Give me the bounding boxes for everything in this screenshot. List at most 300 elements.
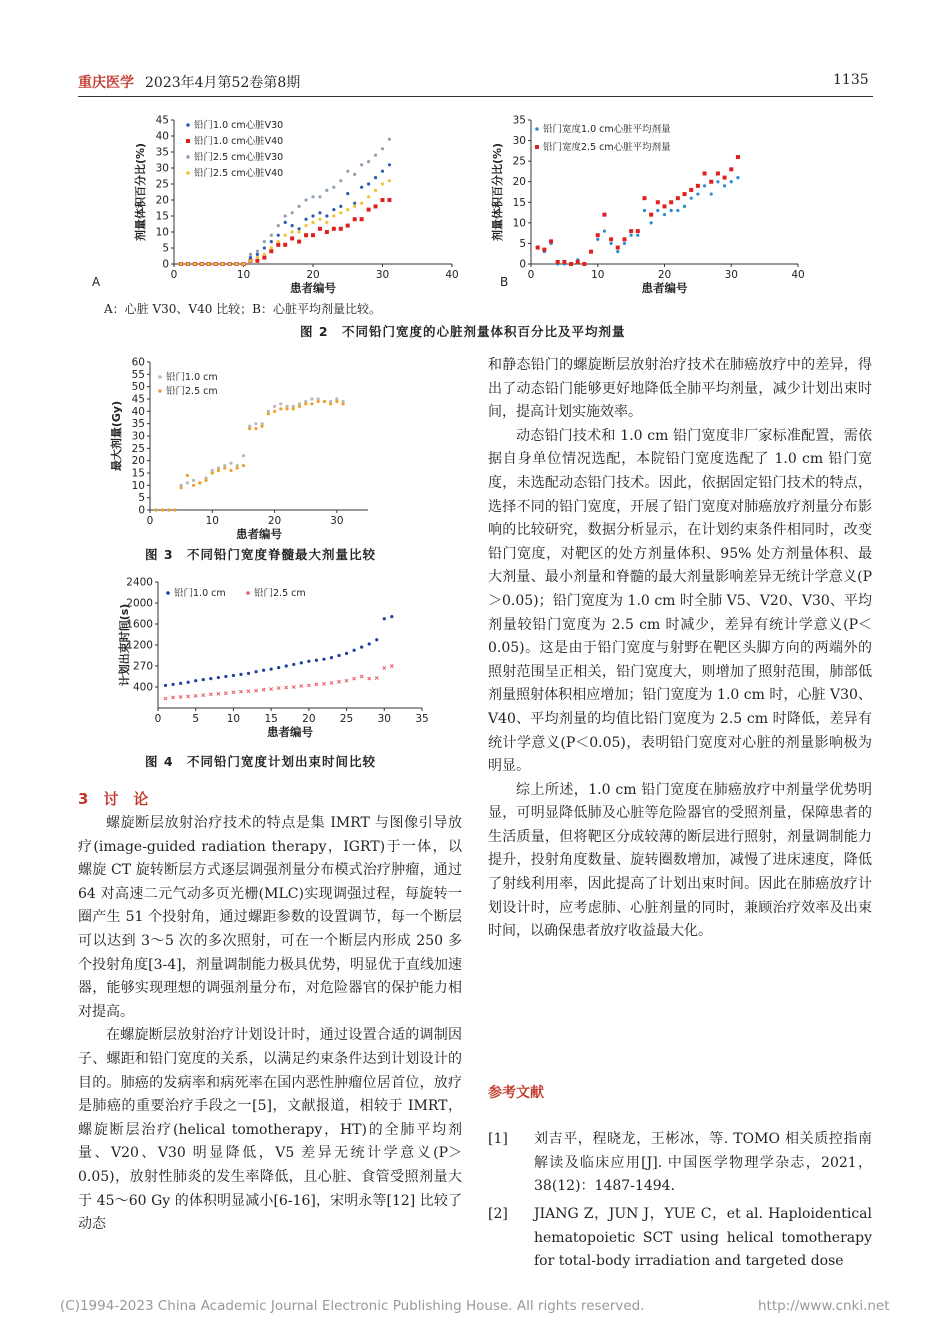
data-point	[171, 696, 174, 699]
data-point	[339, 211, 342, 214]
data-point	[277, 234, 280, 237]
data-point	[642, 196, 646, 200]
data-point	[217, 692, 220, 695]
data-point	[325, 214, 328, 217]
data-point	[390, 664, 393, 667]
data-point	[318, 195, 321, 198]
reference-item	[488, 1203, 872, 1274]
data-point	[242, 262, 245, 265]
data-point	[360, 217, 364, 221]
data-point	[383, 617, 386, 620]
data-point	[388, 138, 391, 141]
data-point	[261, 425, 264, 428]
y-tick-label: 35	[512, 114, 526, 127]
legend-label: 铅门2.5 cm心脏V30	[194, 152, 284, 163]
data-point	[279, 402, 282, 405]
y-axis-label: 最大剂量(Gy)	[110, 400, 123, 472]
data-point	[247, 690, 250, 693]
data-point	[318, 218, 321, 221]
data-point	[292, 407, 295, 410]
data-point	[353, 202, 356, 205]
x-tick-label: 5	[192, 713, 200, 725]
x-tick-label: 0	[154, 713, 162, 725]
figure-3-chart	[110, 352, 450, 542]
data-point	[381, 170, 384, 173]
data-point	[291, 224, 294, 227]
data-point	[549, 239, 553, 243]
x-tick-label: 30	[724, 269, 738, 281]
section-3-para-1: 螺旋断层放射治疗技术的特点是集 IMRT 与图像引导放疗(image-guided radiation therapy，IGRT)于一体，以螺旋 CT 旋转断层方式逐层调强剂量分布模式治疗肿瘤，通过 64 对高速二元气动多页光栅(MLC)实现调强过程，每旋转一圈产生 51 个投射角，通过螺距参数的设置调节，每一个断层可以达到 3～5 次的多次照射，可在一个断层内形成 250 多个投射角度[3-4]，剂量调制能力极具优势，明显优于直线加速器，能够实现理想的调强剂量分布，对危险器官的保护能力相对提高。	[78, 815, 462, 1020]
data-point	[209, 693, 212, 696]
y-axis-label: 剂量体积百分比(%)	[134, 142, 147, 242]
data-point	[716, 171, 720, 175]
data-point	[247, 672, 250, 675]
data-point	[723, 176, 727, 180]
data-point	[194, 679, 197, 682]
data-point	[676, 209, 679, 212]
data-point	[683, 205, 686, 208]
legend-marker	[246, 591, 250, 595]
data-point	[236, 466, 239, 469]
data-point	[187, 695, 190, 698]
data-point	[669, 200, 673, 204]
data-point	[368, 677, 371, 680]
y-tick-label: 35	[155, 146, 169, 159]
x-tick-label: 0	[146, 515, 154, 527]
reference-text: JIANG Z，JUN J，YUE C，et al. Haploidentical hematopoietic SCT using helical tomotherapy for total-body irradiation and targeted dose	[534, 1206, 872, 1270]
data-point	[221, 262, 224, 265]
data-point	[360, 646, 363, 649]
y-tick-label: 10	[512, 217, 526, 230]
y-tick-label: 15	[131, 467, 145, 480]
data-point	[656, 209, 659, 212]
data-point	[277, 224, 280, 227]
x-tick-label: 25	[339, 713, 354, 725]
data-point	[656, 200, 660, 204]
x-tick-label: 30	[330, 515, 344, 527]
data-point	[381, 147, 384, 150]
reference-number: [2]	[488, 1206, 508, 1222]
y-axis-label: 剂量体积百分比(%)	[491, 142, 504, 242]
legend-label: 铅门1.0 cm	[166, 372, 218, 383]
x-tick-label: 40	[445, 269, 459, 281]
data-point	[262, 669, 265, 672]
x-tick-label: 15	[264, 713, 278, 725]
data-point	[689, 188, 693, 192]
y-tick-label: 15	[155, 210, 169, 223]
data-point	[292, 663, 295, 666]
data-point	[368, 642, 371, 645]
data-point	[353, 205, 356, 208]
data-point	[232, 674, 235, 677]
data-point	[616, 246, 620, 250]
legend-marker	[535, 145, 539, 149]
data-point	[388, 179, 391, 182]
data-point	[276, 243, 280, 247]
data-point	[291, 211, 294, 214]
data-point	[330, 656, 333, 659]
data-point	[322, 658, 325, 661]
data-point	[284, 221, 287, 224]
y-tick-label: 270	[132, 660, 153, 673]
y-tick-label: 25	[512, 155, 526, 168]
data-point	[736, 176, 739, 179]
data-point	[235, 262, 238, 265]
data-point	[341, 402, 344, 405]
legend-label: 铅门1.0 cm心脏V30	[194, 120, 284, 131]
data-point	[228, 262, 231, 265]
x-axis-label: 患者编号	[290, 281, 336, 295]
data-point	[214, 262, 217, 265]
cnki-link[interactable]: http://www.cnki.net	[758, 1298, 890, 1314]
data-point	[335, 400, 338, 403]
data-point	[318, 227, 322, 231]
data-point	[298, 230, 301, 233]
y-tick-label: 30	[131, 430, 145, 443]
data-point	[636, 234, 639, 237]
y-tick-label: 45	[131, 393, 145, 406]
data-point	[304, 224, 307, 227]
data-point	[381, 198, 385, 202]
data-point	[596, 238, 599, 241]
y-tick-label: 0	[162, 258, 169, 271]
data-point	[180, 486, 183, 489]
data-point	[171, 683, 174, 686]
y-tick-label: 20	[155, 194, 169, 207]
data-point	[179, 262, 182, 265]
page-number: 1135	[833, 72, 869, 88]
data-point	[630, 234, 633, 237]
figure-3-caption: 图 3 不同铅门宽度脊髓最大剂量比较	[145, 547, 377, 562]
data-point	[663, 213, 666, 216]
header-rule	[78, 96, 873, 97]
legend-label: 铅门1.0 cm心脏V40	[194, 136, 284, 147]
data-point	[360, 163, 363, 166]
data-point	[360, 186, 363, 189]
x-tick-label: 0	[527, 269, 535, 281]
data-point	[204, 479, 207, 482]
data-point	[388, 163, 391, 166]
legend-marker	[535, 127, 539, 131]
data-point	[374, 204, 378, 208]
data-point	[267, 412, 270, 415]
data-point	[279, 407, 282, 410]
data-point	[360, 675, 363, 678]
figure-2-caption: 图 2 不同铅门宽度的心脏剂量体积百分比及平均剂量	[300, 324, 626, 339]
y-tick-label: 400	[132, 681, 153, 694]
data-point	[696, 192, 699, 195]
data-point	[311, 195, 314, 198]
data-point	[709, 180, 713, 184]
data-point	[300, 661, 303, 664]
data-point	[256, 253, 259, 256]
data-point	[310, 397, 313, 400]
data-point	[270, 688, 273, 691]
data-point	[167, 508, 170, 511]
left-column-text	[78, 812, 462, 1237]
legend-marker	[186, 171, 190, 175]
reference-item	[488, 1128, 872, 1199]
y-tick-label: 20	[131, 455, 145, 468]
data-point	[730, 180, 733, 183]
data-point	[224, 692, 227, 695]
data-point	[729, 167, 733, 171]
data-point	[330, 681, 333, 684]
y-axis-label: 计划出束时间(s)	[118, 603, 131, 687]
data-point	[307, 660, 310, 663]
data-point	[616, 250, 619, 253]
y-tick-label: 30	[155, 162, 169, 175]
x-tick-label: 20	[267, 515, 282, 527]
legend-marker	[158, 375, 162, 379]
y-tick-label: 60	[131, 356, 145, 369]
data-point	[582, 262, 586, 266]
legend-label: 铅门2.5 cm	[166, 386, 218, 397]
legend-label: 铅门宽度1.0 cm心脏平均剂量	[543, 124, 671, 135]
data-point	[161, 508, 164, 511]
data-point	[383, 667, 386, 670]
data-point	[339, 227, 343, 231]
data-point	[217, 676, 220, 679]
x-axis-label: 患者编号	[236, 527, 282, 541]
data-point	[249, 253, 252, 256]
data-point	[192, 479, 195, 482]
data-point	[589, 250, 593, 254]
data-point	[337, 654, 340, 657]
data-point	[325, 230, 329, 234]
data-point	[277, 666, 280, 669]
data-point	[155, 508, 158, 511]
section-3-para-3: 动态铅门技术和 1.0 cm 铅门宽度非厂家标准配置，需依据自身单位情况选配，本院铅门宽度选配了 1.0 cm 铅门宽度，未选配动态铅门技术。因此，依据固定铅门技术的特点，选择不同的铅门宽度，开展了铅门宽度对肺癌放疗剂量分布影响的比较研究，数据分析显示，在计划约束条件相同时，改变铅门宽度，对靶区的处方剂量体积、95% 处方剂量体积、最大剂量、最小剂量和脊髓的最大剂量影响差异无统计学意义(P＞0.05)；铅门宽度为 1.0 cm 时全肺 V5、V20、V30、平均剂量较铅门宽度为 2.5 cm 时减少，差异有统计学意义(P＜0.05)。这是由于铅门宽度与射野在靶区头脚方向的两端外的照射范围呈正相关，铅门宽度大，则增加了照射范围，肺部低剂量照射体积相应增加；铅门宽度为 1.0 cm 时，心脏 V30、V40、平均剂量的均值比铅门宽度为 2.5 cm 时降低，差异有统计学意义(P＜0.05)，表明铅门宽度对心脏的剂量影响极为明显。	[488, 427, 872, 775]
data-point	[277, 686, 280, 689]
data-point	[332, 208, 335, 211]
right-column-text	[488, 354, 872, 944]
reference-number: [1]	[488, 1131, 508, 1147]
data-point	[285, 664, 288, 667]
data-point	[670, 209, 673, 212]
data-point	[198, 481, 201, 484]
data-point	[254, 670, 257, 673]
data-point	[683, 192, 687, 196]
y-tick-label: 25	[155, 178, 169, 191]
data-point	[346, 192, 349, 195]
data-point	[603, 229, 606, 232]
data-point	[270, 234, 273, 237]
data-point	[186, 474, 189, 477]
data-point	[262, 688, 265, 691]
data-point	[703, 171, 707, 175]
journal-name: 重庆医学	[78, 75, 134, 91]
data-point	[690, 197, 693, 200]
y-tick-label: 50	[131, 381, 145, 394]
panel-b-label: B	[500, 275, 509, 289]
data-point	[211, 471, 214, 474]
data-point	[263, 246, 266, 249]
data-point	[663, 204, 667, 208]
data-point	[164, 684, 167, 687]
data-point	[736, 155, 740, 159]
data-point	[337, 680, 340, 683]
figure-4-caption: 图 4 不同铅门宽度计划出束时间比较	[145, 754, 377, 769]
section-3-para-4: 综上所述，1.0 cm 铅门宽度在肺癌放疗中剂量学优势明显，可明显降低肺及心脏等危险器官的受照剂量，保障患者的生活质量，但将靶区分成较薄的断层进行照射，剂量调制能力提升，投射角度数量、旋转圈数增加，减慢了进床速度，降低了射线利用率，因此提高了计划出束时间。因此在肺癌放疗计划设计时，应考虑肺、心脏剂量的同时，兼顾治疗效率及出束时间，以确保患者放疗收益最大化。	[488, 781, 872, 940]
legend-label: 铅门宽度2.5 cm心脏平均剂量	[543, 142, 671, 153]
data-point	[317, 400, 320, 403]
data-point	[311, 233, 315, 237]
x-tick-label: 30	[377, 713, 391, 725]
legend-marker	[186, 155, 190, 159]
data-point	[270, 668, 273, 671]
figure-4-chart	[110, 572, 450, 742]
data-point	[207, 262, 210, 265]
x-tick-label: 10	[591, 269, 605, 281]
issue-info: 2023年4月第52卷第8期	[145, 75, 301, 91]
x-tick-label: 10	[226, 713, 241, 725]
data-point	[329, 402, 332, 405]
x-axis-label: 患者编号	[267, 725, 313, 739]
data-point	[367, 195, 370, 198]
x-tick-label: 35	[415, 713, 429, 725]
data-point	[209, 677, 212, 680]
y-tick-label: 5	[519, 237, 526, 250]
y-tick-label: 30	[512, 135, 526, 148]
data-point	[374, 176, 377, 179]
y-tick-label: 35	[131, 418, 145, 431]
data-point	[310, 402, 313, 405]
figure-2a-chart	[120, 104, 459, 304]
data-point	[332, 214, 335, 217]
data-point	[374, 154, 377, 157]
data-point	[390, 615, 393, 618]
data-point	[229, 462, 232, 465]
data-point	[643, 209, 646, 212]
data-point	[311, 221, 314, 224]
data-point	[256, 256, 259, 259]
x-tick-label: 10	[236, 269, 251, 281]
data-point	[254, 422, 257, 425]
data-point	[223, 466, 226, 469]
legend-label: 铅门2.5 cm	[254, 588, 306, 599]
legend-marker	[186, 139, 190, 143]
data-point	[536, 246, 540, 250]
data-point	[542, 248, 546, 252]
data-point	[187, 681, 190, 684]
data-point	[193, 262, 196, 265]
data-point	[353, 649, 356, 652]
data-point	[311, 214, 314, 217]
y-tick-label: 15	[512, 196, 526, 209]
data-point	[556, 260, 560, 264]
data-point	[254, 427, 257, 430]
panel-a-label: A	[92, 275, 101, 289]
data-point	[339, 205, 342, 208]
y-tick-label: 5	[138, 492, 145, 505]
y-tick-label: 10	[131, 479, 145, 492]
data-point	[367, 182, 370, 185]
y-tick-label: 0	[519, 258, 526, 271]
y-tick-label: 20	[512, 176, 526, 189]
data-point	[298, 405, 301, 408]
data-point	[263, 253, 266, 256]
x-tick-label: 30	[375, 269, 390, 281]
legend-label: 铅门2.5 cm心脏V40	[194, 168, 284, 179]
data-point	[332, 186, 335, 189]
x-tick-label: 20	[302, 713, 316, 725]
data-point	[298, 227, 301, 230]
data-point	[381, 182, 384, 185]
data-point	[629, 229, 633, 233]
data-point	[315, 659, 318, 662]
data-point	[304, 198, 307, 201]
data-point	[277, 240, 280, 243]
data-point	[318, 211, 321, 214]
y-tick-label: 1200	[126, 639, 153, 652]
data-point	[254, 689, 257, 692]
data-point	[353, 217, 357, 221]
data-point	[716, 180, 719, 183]
data-point	[322, 682, 325, 685]
data-point	[173, 508, 176, 511]
data-point	[291, 230, 294, 233]
data-point	[387, 198, 391, 202]
x-tick-label: 10	[205, 515, 219, 527]
data-point	[649, 213, 653, 217]
y-tick-label: 2400	[126, 576, 153, 589]
data-point	[375, 676, 378, 679]
y-tick-label: 0	[138, 504, 145, 517]
data-point	[273, 405, 276, 408]
x-tick-label: 20	[306, 269, 320, 281]
y-tick-label: 10	[155, 226, 169, 239]
data-point	[200, 262, 203, 265]
data-point	[229, 469, 232, 472]
data-point	[622, 237, 626, 241]
data-point	[375, 638, 378, 641]
data-point	[242, 454, 245, 457]
data-point	[374, 189, 377, 192]
data-point	[248, 427, 251, 430]
data-point	[262, 256, 266, 260]
data-point	[562, 260, 566, 264]
data-point	[164, 697, 167, 700]
data-point	[367, 160, 370, 163]
data-point	[273, 410, 276, 413]
data-point	[304, 402, 307, 405]
data-point	[255, 259, 259, 263]
x-tick-label: 40	[791, 269, 805, 281]
y-tick-label: 5	[162, 242, 169, 255]
data-point	[194, 694, 197, 697]
data-point	[270, 246, 273, 249]
copyright-footer: (C)1994-2023 China Academic Journal Electronic Publishing House. All rights reserved.	[60, 1298, 645, 1314]
legend-marker	[158, 389, 162, 393]
data-point	[723, 184, 726, 187]
data-point	[676, 196, 680, 200]
data-point	[345, 652, 348, 655]
data-point	[304, 233, 308, 237]
data-point	[269, 249, 273, 253]
section-3-para-2: 在螺旋断层放射治疗计划设计时，通过设置合适的调制因子、螺距和铅门宽度的关系，以满足约束条件达到计划设计的目的。肺癌的发病率和病死率在国内恶性肿瘤位居首位，放疗是肺癌的重要治疗手段之一[5]，文献报道，相较于 IMRT，螺旋断层治疗(helical tomotherapy，HT)的全肺平均剂量、V20、V30 明显降低，V5 差异无统计学意义(P＞0.05)，放射性肺炎的发生率降低，且心脏、食管受照剂量大于 45～60 Gy 的体积明显减小[6-16]，宋明永等[12] 比较了动态	[78, 1027, 462, 1233]
data-point	[650, 221, 653, 224]
data-point	[602, 213, 606, 217]
data-point	[270, 240, 273, 243]
x-axis-label: 患者编号	[641, 281, 688, 295]
data-point	[360, 202, 363, 205]
data-point	[304, 218, 307, 221]
legend-label: 铅门1.0 cm	[174, 588, 226, 599]
data-point	[345, 679, 348, 682]
y-tick-label: 40	[131, 405, 145, 418]
y-tick-label: 40	[155, 130, 169, 143]
